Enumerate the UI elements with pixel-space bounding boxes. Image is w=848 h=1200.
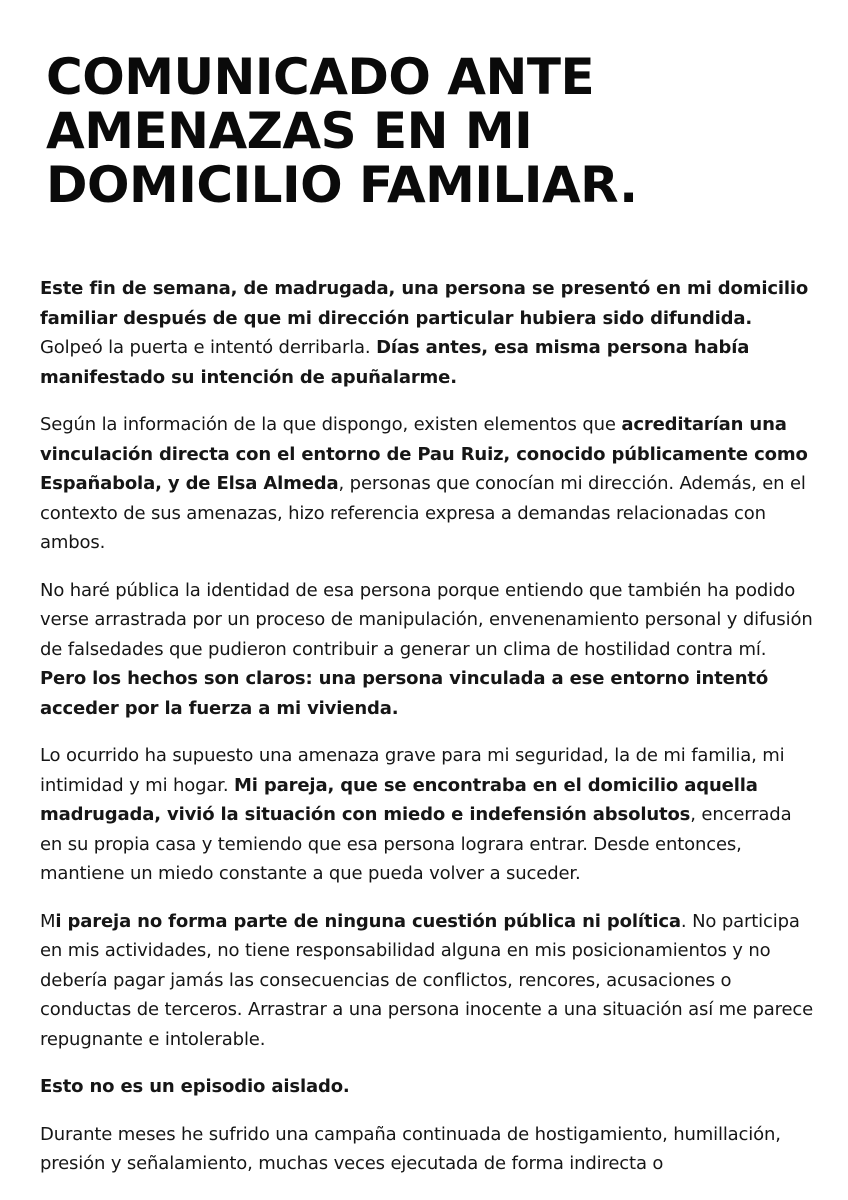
- text-run: Esto no es un episodio aislado.: [40, 1076, 350, 1097]
- text-run: Pero los hechos son claros: una persona vinculada a ese entorno intentó acceder por la fuerza a mi vivienda.: [40, 668, 769, 719]
- text-run: , personas que conocían mi dirección. Además, en el contexto de sus amenazas, hizo referencia expresa a demandas relacionadas con ambos.: [40, 473, 806, 553]
- text-run: Mi pareja, que se encontraba en el domicilio aquella madrugada, vivió la situación con miedo e indefensión absolutos: [40, 774, 758, 825]
- text-run: M: [40, 910, 56, 932]
- text-run: Golpeó la puerta e intentó derribarla.: [40, 337, 377, 358]
- paragraph: [40, 907, 816, 1055]
- title-line: DOMICILIO FAMILIAR.: [46, 156, 638, 214]
- text-run: Lo ocurrido ha supuesto una amenaza grave para mi seguridad, la de mi familia, mi intimidad y mi hogar.: [40, 745, 785, 796]
- text-run: Este fin de semana, de madrugada, una persona se presentó en mi domicilio familiar después de que mi dirección particular hubiera sido difundida.: [40, 278, 809, 329]
- paragraph: [40, 1120, 816, 1179]
- text-run: No haré pública la identidad de esa persona porque entiendo que también ha podido verse arrastrada por un proceso de manipulación, envenenamiento personal y difusión de falsedades que pudieron contribuir a generar un clima de hostilidad contra mí.: [40, 579, 813, 660]
- paragraph: [40, 576, 816, 724]
- text-run: i pareja no forma parte de ninguna cuestión pública ni política: [55, 910, 681, 932]
- paragraph: [40, 274, 816, 392]
- body-text: [40, 274, 816, 1179]
- paragraph: [40, 410, 816, 558]
- title-line: AMENAZAS EN MI: [46, 102, 533, 160]
- text-run: , encerrada en su propia casa y temiendo que esa persona lograra entrar. Desde entonces, mantiene un miedo constante a que pueda volver a suceder.: [40, 804, 792, 884]
- title-line: COMUNICADO ANTE: [46, 48, 595, 106]
- text-run: Durante meses he sufrido una campaña continuada de hostigamiento, humillación, presión y señalamiento, muchas veces ejecutada de forma indirecta o: [40, 1123, 781, 1174]
- text-run: Según la información de la que dispongo, existen elementos que: [40, 414, 622, 435]
- text-run: Días antes, esa misma persona había manifestado su intención de apuñalarme.: [40, 337, 750, 388]
- paragraph: [40, 1072, 816, 1102]
- page-title: [46, 50, 816, 212]
- text-run: acreditarían una vinculación directa con el entorno de Pau Ruiz, conocido públicamente como Españabola, y de Elsa Almeda: [40, 414, 808, 494]
- text-run: . No participa en mis actividades, no tiene responsabilidad alguna en mis posicionamientos y no debería pagar jamás las consecuencias de conflictos, rencores, acusaciones o conductas de terceros. Arrastrar a una persona inocente a una situación así me parece repugnante e intolerable.: [40, 910, 814, 1050]
- paragraph: [40, 741, 816, 889]
